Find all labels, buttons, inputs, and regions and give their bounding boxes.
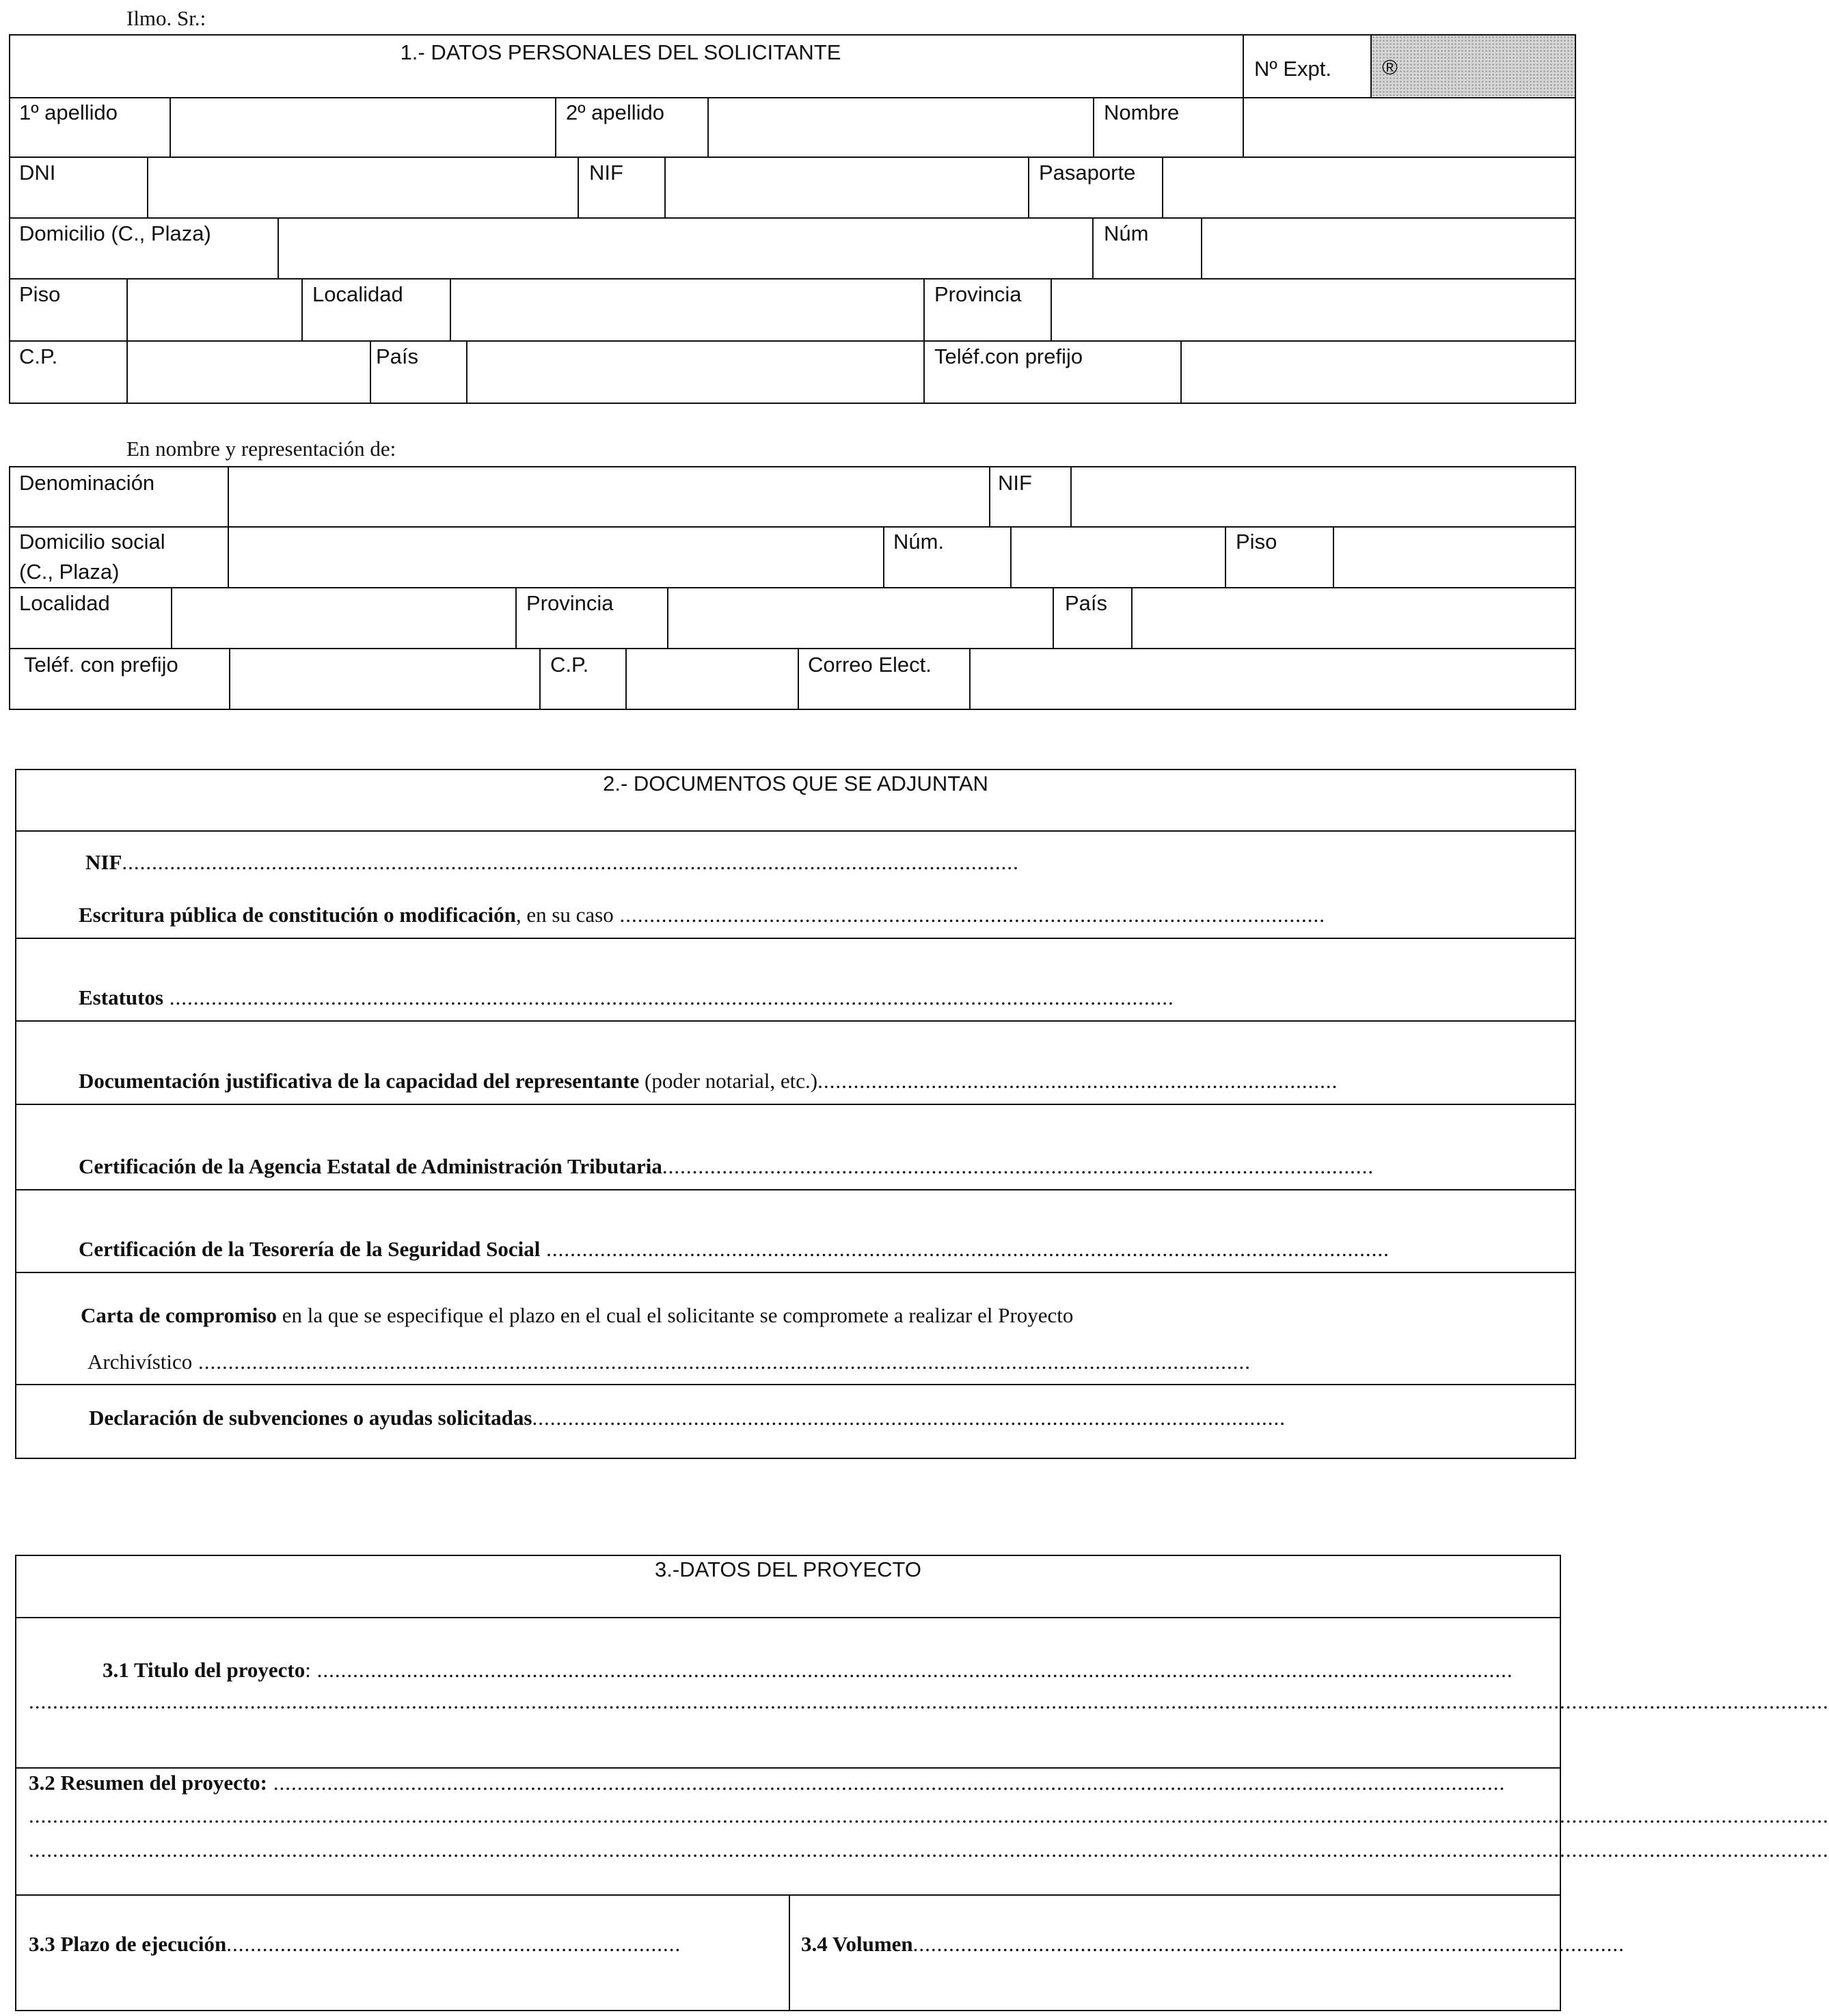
rep-province-field[interactable] [668,588,1051,647]
country-label: País [376,344,419,368]
salutation: Ilmo. Sr.: [126,6,206,30]
street-number-label: Núm [1104,221,1149,245]
address-field[interactable] [279,219,1091,277]
document-item-deed: Escritura pública de constitución o modificación, en su caso ...................................................................................................................... [79,903,1325,927]
nif-label: NIF [589,161,623,185]
rep-floor-label: Piso [1236,530,1277,554]
project-title-label: 3.1 Titulo del proyecto: ........................................................................................................................................................................................................ [103,1658,1513,1682]
document-item-social-security-certificate: Certificación de la Tesorería de la Seguridad Social ............................................................................................................................................. [79,1237,1390,1261]
nif-field[interactable] [666,158,1027,217]
country-field[interactable] [468,342,922,403]
document-item-representative-capacity: Documentación justificativa de la capacidad del representante (poder notarial, etc.)....................................................................................... [79,1069,1338,1093]
email-label: Correo Elect. [808,653,932,677]
document-item-nif: NIF...................................................................................................................................................... [85,850,1019,874]
denomination-field[interactable] [229,467,988,526]
first-surname-field[interactable] [171,98,554,156]
phone-label: Teléf.con prefijo [934,344,1083,368]
street-number-field[interactable] [1202,219,1575,277]
office-use-shaded-cell [1372,36,1575,96]
floor-field[interactable] [128,280,300,340]
registered-mark: ® [1382,55,1398,79]
postal-code-label: C.P. [19,344,58,368]
registered-address-label: Domicilio social [19,530,165,554]
address-label: Domicilio (C., Plaza) [19,221,211,245]
rep-locality-field[interactable] [172,588,514,647]
rep-phone-label: Teléf. con prefijo [24,653,178,677]
document-item-commitment-letter-line2: Archivístico ................................................................................................................................................................................ [87,1350,1251,1374]
rep-number-label: Núm. [893,530,945,554]
execution-period-label: 3.3 Plazo de ejecución............................................................................ [29,1932,681,1956]
document-item-statutes: Estatutos ........................................................................................................................................................................ [79,985,1174,1009]
passport-label: Pasaporte [1039,161,1136,185]
project-title-dotted-line: ............................................................................................................................................................................................................................................................................................................. [29,1689,1829,1713]
section3-title: 3.-DATOS DEL PROYECTO [655,1557,921,1581]
name-field[interactable] [1244,98,1575,156]
denomination-label: Denominación [19,471,155,495]
registered-address-sublabel: (C., Plaza) [19,560,120,584]
section2-title: 2.- DOCUMENTOS QUE SE ADJUNTAN [603,772,988,795]
representation-intro: En nombre y representación de: [126,437,396,461]
second-surname-label: 2º apellido [566,100,665,124]
document-item-commitment-letter: Carta de compromiso en la que se especifique el plazo en el cual el solicitante se compromete a realizar el Proyecto [81,1303,1074,1327]
project-summary-dotted-line-1: ............................................................................................................................................................................................................................................................................................................. [29,1803,1829,1827]
name-label: Nombre [1104,100,1180,124]
project-summary-label: 3.2 Resumen del proyecto: .............................................................................................................................................................................................................. [29,1771,1506,1795]
passport-field[interactable] [1163,158,1575,217]
locality-field[interactable] [451,280,922,340]
rep-number-field[interactable] [1012,528,1223,586]
rep-nif-field[interactable] [1072,467,1575,526]
expedient-number-label: Nº Expt. [1254,57,1331,81]
province-field[interactable] [1052,280,1575,340]
rep-nif-label: NIF [998,471,1032,495]
postal-code-field[interactable] [128,342,368,403]
floor-label: Piso [19,282,61,306]
volume-field[interactable] [971,1927,1476,1961]
province-label: Provincia [934,282,1022,306]
phone-field[interactable] [1182,342,1575,403]
volume-label: 3.4 Volumen....................................................................................................................... [801,1932,1625,1956]
rep-locality-label: Localidad [19,591,110,615]
second-surname-field[interactable] [709,98,1092,156]
document-item-subsidies-declaration: Declaración de subvenciones o ayudas solicitadas.............................................................................................................................. [89,1406,1286,1430]
rep-postal-code-field[interactable] [627,649,796,709]
rep-postal-code-label: C.P. [550,653,589,677]
execution-period-field[interactable] [328,1927,738,1961]
project-summary-dotted-line-2: ............................................................................................................................................................................................................................................................................................................. [29,1838,1829,1862]
email-field[interactable] [971,649,1575,709]
rep-province-label: Provincia [526,591,614,615]
dni-label: DNI [19,161,56,185]
rep-country-label: País [1065,591,1108,615]
document-item-tax-agency-certificate: Certificación de la Agencia Estatal de Administración Tributaria....................................................................................................................... [79,1154,1374,1178]
locality-label: Localidad [312,282,403,306]
section1-title: 1.- DATOS PERSONALES DEL SOLICITANTE [400,40,841,64]
rep-country-field[interactable] [1133,588,1575,647]
registered-address-field[interactable] [229,528,882,586]
first-surname-label: 1º apellido [19,100,118,124]
dni-field[interactable] [148,158,576,217]
rep-floor-field[interactable] [1334,528,1575,586]
rep-phone-field[interactable] [230,649,538,709]
